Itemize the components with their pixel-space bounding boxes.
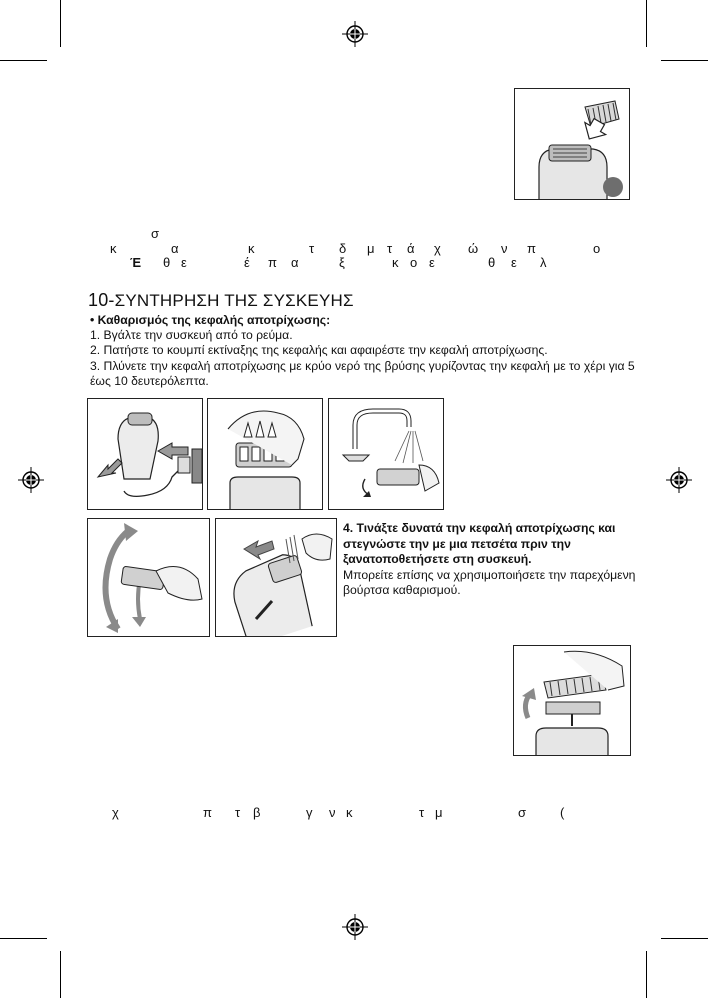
fragment-text: κ — [110, 241, 117, 256]
instructions — [90, 313, 650, 389]
illustration-cap-on-device — [514, 88, 630, 200]
fragment-text: μ — [367, 241, 375, 256]
fragment-text: π — [203, 805, 212, 820]
step-4-note: Μπορείτε επίσης να χρησιμοποιήσετε την παρεχόμενη βούρτσα καθαρισμού. — [343, 567, 636, 598]
fragment-text: α — [291, 255, 299, 270]
fragment-text: ώ — [468, 241, 479, 256]
crop-mark — [646, 951, 647, 998]
fragment-text: τ — [419, 805, 425, 820]
cleaning-brush-icon — [216, 519, 336, 636]
fragment-text: ο — [593, 241, 601, 256]
crop-mark — [0, 60, 47, 61]
fragment-text: ά — [407, 241, 415, 256]
fragment-text: π — [527, 241, 536, 256]
registration-mark-icon — [342, 21, 368, 47]
illustration-refit-head — [513, 645, 631, 756]
crop-mark — [60, 0, 61, 47]
registration-mark-icon — [666, 467, 692, 493]
step-1: 1. Βγάλτε την συσκευή από το ρεύμα. — [90, 328, 293, 343]
registration-mark-icon — [18, 467, 44, 493]
section-number: 10- — [88, 290, 115, 310]
fragment-text: σ — [518, 805, 527, 820]
fragment-text: π — [268, 255, 277, 270]
subheading: • Καθαρισμός της κεφαλής αποτρίχωσης: — [90, 313, 331, 327]
illustration-remove-head — [207, 398, 323, 510]
step-4 — [343, 521, 643, 599]
faucet-water-icon — [329, 399, 443, 509]
attachment-cap-arrow-icon — [515, 89, 629, 199]
fragment-text: κ — [248, 241, 255, 256]
crop-mark — [661, 938, 708, 939]
fragment-text: κ — [392, 255, 399, 270]
shake-arrows-icon — [88, 519, 209, 636]
fragment-text: ν — [501, 241, 508, 256]
crop-mark — [60, 951, 61, 998]
section-title — [88, 290, 354, 311]
fragment-text: γ — [306, 805, 313, 820]
fragment-text: τ — [387, 241, 393, 256]
fragment-text: ( — [560, 805, 565, 820]
step-4-instruction: 4. Τινάξτε δυνατά την κεφαλή αποτρίχωσης και στεγνώστε την με μια πετσέτα πριν την ξανατοποθετήσετε στη συσκευή. — [343, 521, 616, 567]
fragment-text: β — [253, 805, 261, 820]
fragment-text: έ — [244, 255, 250, 270]
lift-head-arrows-icon — [208, 399, 322, 509]
refit-head-arrow-icon — [514, 646, 630, 755]
fragment-text: θ — [163, 255, 171, 270]
illustration-unplug-device — [87, 398, 203, 510]
fragment-text: τ — [235, 805, 241, 820]
crop-mark — [646, 0, 647, 47]
fragment-text: ν — [329, 805, 336, 820]
fragment-text: ε — [429, 255, 435, 270]
fragment-text: ε — [511, 255, 517, 270]
fragment-text: α — [171, 241, 179, 256]
fragment-text: θ — [488, 255, 496, 270]
crop-mark — [661, 60, 708, 61]
fragment-text: ξ — [339, 255, 345, 270]
fragment-text: χ — [112, 805, 119, 820]
illustration-brush-head — [215, 518, 337, 637]
fragment-text: Έ — [130, 255, 142, 270]
step-2: 2. Πατήστε το κουμπί εκτίναξης της κεφαλής και αφαιρέστε την κεφαλή αποτρίχωσης. — [90, 343, 548, 358]
illustration-shake-head — [87, 518, 210, 637]
fragment-text: ο — [410, 255, 418, 270]
fragment-text: σ — [151, 226, 160, 241]
fragment-text: λ — [540, 255, 547, 270]
fragment-text: μ — [435, 805, 443, 820]
fragment-text: τ — [309, 241, 315, 256]
step-3: 3. Πλύνετε την κεφαλή αποτρίχωσης με κρύο νερό της βρύσης γυρίζοντας την κεφαλή με το χέρι για 5 έως 10 δευτερόλεπτα. — [90, 358, 635, 388]
fragment-text: δ — [339, 241, 347, 256]
registration-mark-icon — [342, 914, 368, 940]
section-title-text: ΣΥΝΤΗΡΗΣΗ ΤΗΣ ΣΥΣΚΕΥΗΣ — [114, 291, 354, 310]
fragment-text: κ — [346, 805, 353, 820]
illustration-rinse-under-tap — [328, 398, 444, 510]
fragment-text: ε — [181, 255, 187, 270]
plug-arrow-icon — [88, 399, 202, 509]
fragment-text: χ — [434, 241, 441, 256]
crop-mark — [0, 938, 47, 939]
